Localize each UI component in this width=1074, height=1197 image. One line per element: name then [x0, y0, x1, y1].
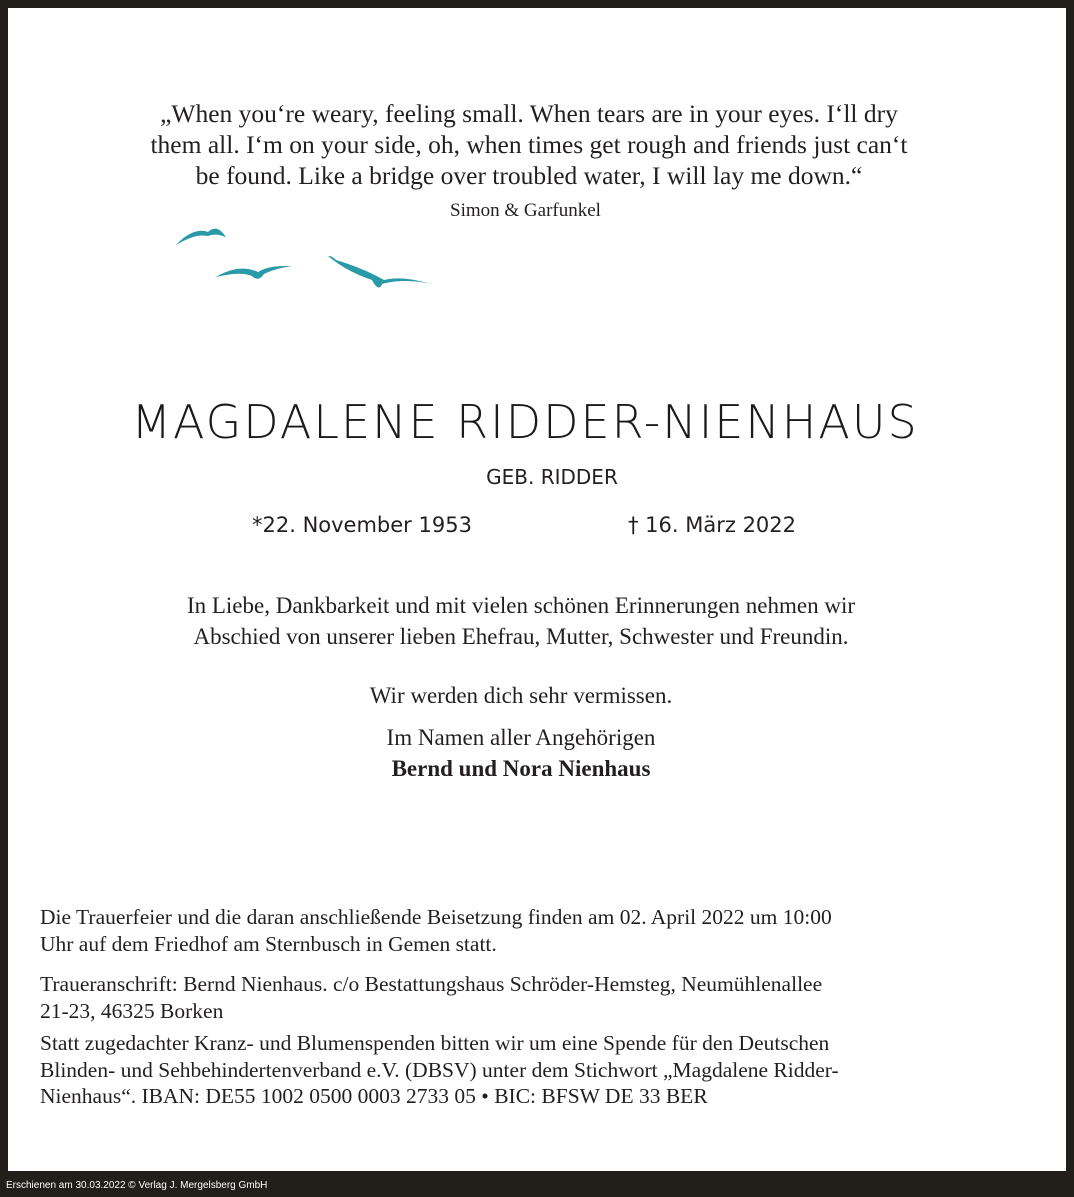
quote-line: be found. Like a bridge over troubled water, I will lay me down.“ [195, 161, 863, 190]
signatory-names: Bernd und Nora Nienhaus [391, 756, 651, 781]
on-behalf-text: Im Namen aller Angehörigen [386, 725, 656, 750]
birth-date: *22. November 1953 [252, 513, 472, 537]
info-line: Blinden- und Sehbehindertenverband e.V. (DBSV) unter dem Stichwort „Magdalene Ridder- [40, 1057, 839, 1082]
quote-author: Simon & Garfunkel [450, 200, 601, 221]
bird-icon [216, 266, 292, 279]
message-line: Abschied von unserer lieben Ehefrau, Mutter, Schwester und Freundin. [193, 624, 849, 649]
quote-line: them all. I‘m on your side, oh, when times get rough and friends just can‘t [150, 130, 908, 159]
quote [0, 98, 1066, 191]
death-date: † 16. März 2022 [628, 513, 797, 537]
info-line: Uhr auf dem Friedhof am Sternbusch in Gemen statt. [40, 931, 497, 956]
birds-illustration [160, 210, 450, 300]
signatures [0, 722, 1050, 784]
info-line: Nienhaus“. IBAN: DE55 1002 0500 0003 2733 05 • BIC: BFSW DE 33 BER [40, 1084, 708, 1108]
message-line: In Liebe, Dankbarkeit und mit vielen schönen Erinnerungen nehmen wir [186, 593, 856, 618]
bird-icon [176, 229, 226, 245]
info-line: 21-23, 46325 Borken [40, 998, 224, 1023]
miss-text: Wir werden dich sehr vermissen. [369, 683, 673, 708]
deceased-name: MAGDALENE RIDDER-NIENHAUS [131, 395, 919, 449]
farewell-message [0, 590, 1050, 652]
publication-footer: Erschienen am 30.03.2022 © Verlag J. Mergelsberg GmbH [6, 1180, 268, 1191]
ceremony-info [40, 904, 1030, 957]
bird-icon [328, 256, 432, 287]
info-line: Die Trauerfeier und die daran anschließende Beisetzung finden am 02. April 2022 um 10:00 [40, 905, 832, 929]
info-line: Traueranschrift: Bernd Nienhaus. c/o Bestattungshaus Schröder-Hemsteg, Neumühlenallee [40, 972, 823, 996]
quote-line: „When you‘re weary, feeling small. When tears are in your eyes. I‘ll dry [160, 99, 898, 128]
mourning-address [40, 971, 1030, 1024]
donation-info [40, 1030, 1030, 1110]
info-line: Statt zugedachter Kranz- und Blumenspenden bitten wir um eine Spende für den Deutschen [40, 1031, 830, 1055]
maiden-name: GEB. RIDDER [486, 465, 618, 489]
